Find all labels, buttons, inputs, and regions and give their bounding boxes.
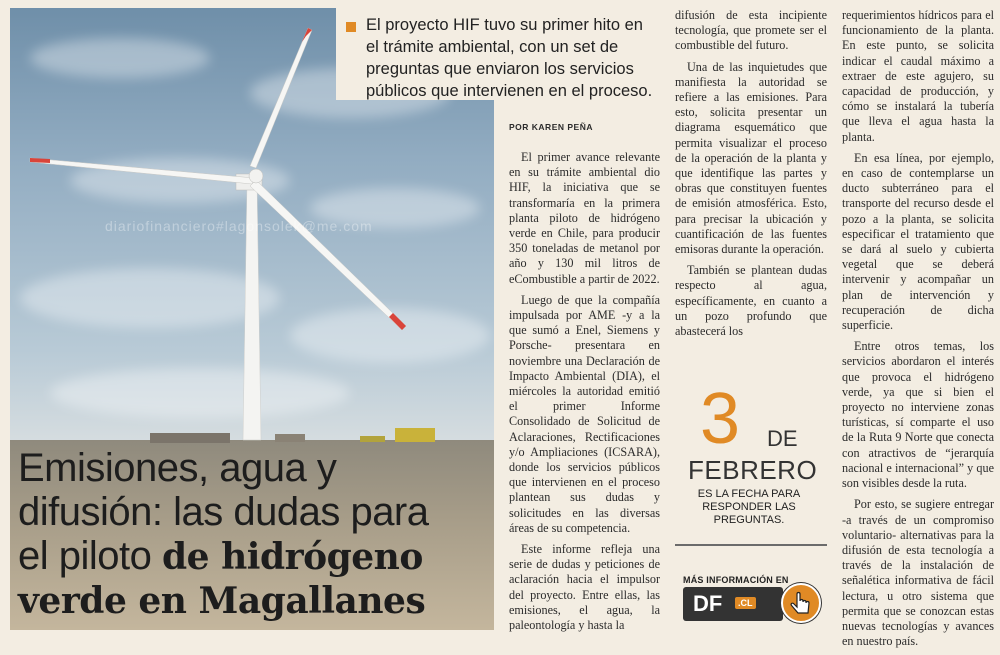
date-month: FEBRERO xyxy=(688,455,818,485)
date-number: 3 xyxy=(700,379,741,459)
body-column-1 xyxy=(509,150,660,639)
more-info-label: MÁS INFORMACIÓN EN xyxy=(683,575,789,585)
date-caption: ES LA FECHA PARA RESPONDER LAS PREGUNTAS. xyxy=(697,488,801,526)
paragraph: difusión de esta incipiente tecnología, que promete ser el combustible del futuro. xyxy=(675,8,827,53)
orange-square-icon xyxy=(346,22,356,32)
paragraph: En esa línea, por ejemplo, en caso de contemplarse un ducto subterráneo para el transporte del recurso desde el pozo a la planta, se solicita especificar el tratamiento que se dará al suelo y cubierta vegetal que se deberá intervenir y acompañar un plan de intervención y recuperación de dicha superficie. xyxy=(842,150,994,333)
paragraph: Luego de que la compañía impulsada por AME -y a la que sumó a Enel, Siemens y Porsche- presentara en noviembre una Declaración de Impacto Ambiental (DIA), el miércoles la autoridad emitió el primer Informe Consolidado de Solicitud de Aclaraciones, Rectificaciones y/o Ampliaciones (ICSARA), donde los servicios públicos que intervienen en el proceso plantean sus dudas y solicitudes en las diversas áreas de su competencia. xyxy=(509,292,660,535)
divider xyxy=(675,544,827,546)
byline: POR KAREN PEÑA xyxy=(509,122,593,132)
pull-quote-text: El proyecto HIF tuvo su primer hito en el trámite ambiental, con un set de preguntas que enviaron los servicios públicos que intervienen en el proceso. xyxy=(366,16,653,100)
paragraph: Por esto, se sugiere entregar -a través de un compromiso voluntario- alternativas para la difusión de esta tecnología a través de la instalación de señalética informativa de fácil lectura, u otro sistema que permita que se conozcan estas nuevas tecnologías y avances en nuestro país. xyxy=(842,497,994,649)
article-headline xyxy=(10,446,502,623)
pointer-hand-icon xyxy=(781,583,821,623)
watermark: diariofinanciero#lagonsolek@me.com xyxy=(105,218,373,234)
paragraph: Entre otros temas, los servicios abordaron el interés que provoca el hidrógeno verde, ya que si bien el proyecto no interviene zonas turísticas, sí comparte el uso de la Ruta 9 Norte que conecta con atractivos de “jerarquía nacional e internacional” y que son visibles desde la ruta. xyxy=(842,339,994,491)
paragraph: Este informe refleja una serie de dudas y peticiones de aclaración hacia el impulsor del proyecto. Entre ellas, las emisiones, el agua, la paleontología y hasta la xyxy=(509,542,660,633)
paragraph: También se plantean dudas respecto al agua, específicamente, en cuanto a un pozo profundo que abastecerá los xyxy=(675,263,827,339)
pull-quote xyxy=(336,8,662,100)
headline-line-4-bold: verde en Magallanes xyxy=(18,580,426,622)
headline-line-3-regular: el piloto xyxy=(18,534,162,578)
paragraph: requerimientos hídricos para el funcionamiento de la planta. En este punto, se solicita indicar el caudal máximo a extraer de este agujero, su capacidad de producción, y cómo se instalará la tubería que lleva el agua hasta la planta. xyxy=(842,8,994,144)
headline-line-1: Emisiones, agua y xyxy=(18,446,337,490)
body-column-2 xyxy=(675,8,827,345)
df-logo-text: DF xyxy=(693,591,723,616)
paragraph: El primer avance relevante en su trámite ambiental dio HIF, la iniciativa que se transformaría en la primera planta piloto de hidrógeno verde en Chile, para producir 350 toneladas de metanol por año y 130 mil litros de eCombustible a partir de 2022. xyxy=(509,150,660,286)
headline-line-3-bold: de hidrógeno xyxy=(161,536,423,578)
date-de: DE xyxy=(767,426,798,451)
df-logo xyxy=(683,587,783,621)
body-column-3 xyxy=(842,8,994,655)
more-info-link[interactable] xyxy=(683,575,819,623)
df-logo-suffix: .CL xyxy=(735,597,756,609)
paragraph: Una de las inquietudes que manifiesta la autoridad se refiere a las emisiones. Para esto, solicita presentar un diagrama esquemático que permita visualizar el proceso de la operación de la planta y que identifique las partes y obras que constituyen fuentes de emisión atmosférica. Esto, para precisar la ubicación y cuantificación de las fuentes emisoras durante la operación. xyxy=(675,59,827,257)
headline-line-2: difusión: las dudas para xyxy=(18,490,429,534)
